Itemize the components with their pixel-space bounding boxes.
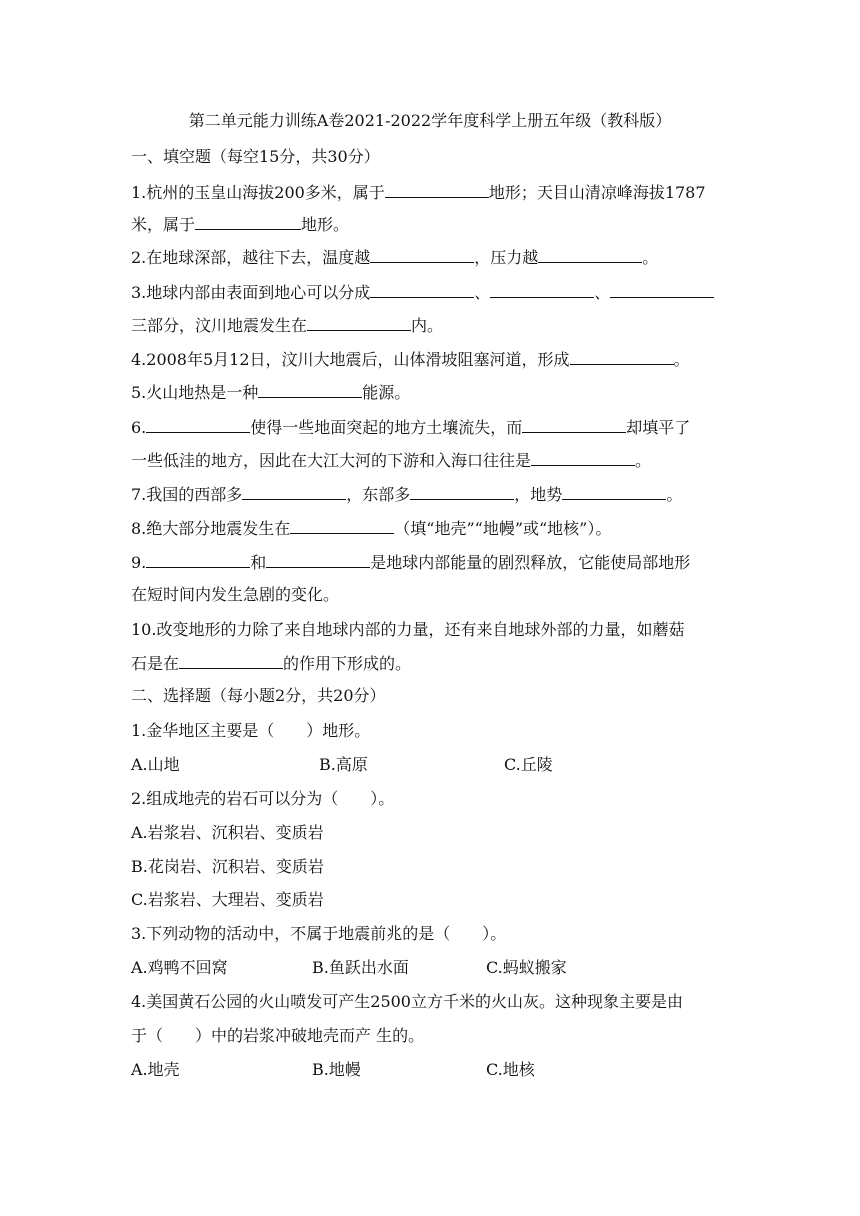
section-fill-in-heading: 一、填空题（每空15分，共30分）	[131, 147, 380, 166]
answer-blank[interactable]	[307, 315, 411, 331]
answer-blank[interactable]	[531, 450, 635, 466]
answer-blank[interactable]	[490, 282, 594, 298]
answer-blank[interactable]	[385, 182, 489, 198]
question-5	[131, 382, 731, 403]
question-10-line-2	[131, 653, 731, 674]
q2-text-c: 。	[642, 248, 659, 267]
question-1-line-1	[131, 182, 731, 203]
answer-blank[interactable]	[179, 653, 283, 669]
question-1-line-2	[131, 214, 731, 235]
choice-3-option-a[interactable]: A.鸡鸭不回窝	[131, 958, 228, 977]
answer-blank[interactable]	[370, 247, 474, 263]
q7-text-a: 7.我国的西部多	[131, 485, 243, 504]
document-title: 第二单元能力训练A卷2021-2022学年度科学上册五年级（教科版）	[188, 111, 672, 130]
answer-blank[interactable]	[146, 552, 250, 568]
choice-3-option-c[interactable]: C.蚂蚁搬家	[486, 958, 567, 977]
q10-text-c: 的作用下形成的。	[283, 654, 412, 673]
q9-text-b: 和	[250, 553, 267, 572]
answer-blank[interactable]	[562, 484, 666, 500]
q3-text-c: 、	[594, 283, 611, 302]
question-7	[131, 484, 731, 505]
answer-blank[interactable]	[522, 417, 626, 433]
question-3-line-1	[131, 282, 731, 303]
answer-blank[interactable]	[538, 247, 642, 263]
choice-2-stem: 2.组成地壳的岩石可以分为（ ）。	[131, 789, 395, 808]
choice-1-stem: 1.金华地区主要是（ ）地形。	[131, 721, 371, 740]
question-6-line-2	[131, 450, 731, 471]
answer-blank[interactable]	[195, 214, 301, 230]
q3-text-b: 、	[474, 283, 491, 302]
question-2	[131, 247, 731, 268]
answer-blank[interactable]	[146, 417, 250, 433]
q5-text-a: 5.火山地热是一种	[131, 383, 259, 402]
question-9-line-2: 在短时间内发生急剧的变化。	[131, 585, 340, 604]
q1-text-c: 米，属于	[131, 215, 196, 234]
q4-text-a: 4.2008年5月12日，汶川大地震后，山体滑坡阻塞河道，形成	[131, 350, 570, 369]
answer-blank[interactable]	[242, 484, 346, 500]
choice-3-stem: 3.下列动物的活动中，不属于地震前兆的是（ ）。	[131, 924, 507, 943]
q6-text-e: 。	[635, 451, 652, 470]
q7-text-d: 。	[666, 485, 683, 504]
question-4	[131, 349, 731, 370]
q7-text-b: ，东部多	[346, 485, 411, 504]
answer-blank[interactable]	[266, 552, 370, 568]
answer-blank[interactable]	[258, 382, 362, 398]
q2-text-b: ，压力越	[474, 248, 539, 267]
choice-4-stem-line-2: 于（ ）中的岩浆冲破地壳而产 生的。	[131, 1026, 425, 1045]
choice-1-option-c[interactable]: C.丘陵	[504, 755, 553, 774]
choice-3-option-b[interactable]: B.鱼跃出水面	[312, 958, 409, 977]
answer-blank[interactable]	[290, 518, 394, 534]
q6-text-d: 一些低洼的地方，因此在大江大河的下游和入海口往往是	[131, 451, 532, 470]
choice-4-option-b[interactable]: B.地幔	[312, 1060, 361, 1079]
section-choice-heading: 二、选择题（每小题2分，共20分）	[131, 686, 386, 705]
question-6-line-1	[131, 417, 731, 438]
choice-4-option-a[interactable]: A.地壳	[131, 1060, 180, 1079]
choice-2-option-a[interactable]: A.岩浆岩、沉积岩、变质岩	[131, 823, 324, 842]
choice-1-option-a[interactable]: A.山地	[131, 755, 180, 774]
answer-blank[interactable]	[610, 282, 714, 298]
q4-text-b: 。	[673, 350, 690, 369]
answer-blank[interactable]	[410, 484, 514, 500]
q3-text-a: 3.地球内部由表面到地心可以分成	[131, 283, 371, 302]
q9-text-a: 9.	[131, 553, 147, 572]
choice-1-option-b[interactable]: B.高原	[319, 755, 368, 774]
q8-text-b: （填“地壳”“地幔”或“地核”）。	[394, 519, 612, 538]
q9-text-c: 是地球内部能量的剧烈释放，它能使局部地形	[370, 553, 691, 572]
choice-4-option-c[interactable]: C.地核	[486, 1060, 535, 1079]
q1-text-d: 地形。	[301, 215, 350, 234]
q3-text-e: 内。	[411, 316, 444, 335]
q6-text-b: 使得一些地面突起的地方土壤流失，而	[250, 418, 523, 437]
question-3-line-2	[131, 315, 731, 336]
q2-text-a: 2.在地球深部，越往下去，温度越	[131, 248, 371, 267]
question-8	[131, 518, 731, 539]
q6-text-c: 却填平了	[626, 418, 691, 437]
answer-blank[interactable]	[370, 282, 474, 298]
question-10-line-1: 10.改变地形的力除了来自地球内部的力量，还有来自地球外部的力量，如蘑菇	[131, 620, 685, 639]
q3-text-d: 三部分，汶川地震发生在	[131, 316, 308, 335]
q10-text-b: 石是在	[131, 654, 180, 673]
q7-text-c: ，地势	[514, 485, 563, 504]
q6-text-a: 6.	[131, 418, 147, 437]
answer-blank[interactable]	[570, 349, 674, 365]
q5-text-b: 能源。	[362, 383, 411, 402]
q1-text-a: 1.杭州的玉皇山海拔200多米，属于	[131, 183, 385, 202]
choice-4-stem-line-1: 4.美国黄石公园的火山喷发可产生2500立方千米的火山灰。这种现象主要是由	[131, 992, 683, 1011]
question-9-line-1	[131, 552, 731, 573]
q1-text-b: 地形；天目山清凉峰海拔1787	[488, 183, 706, 202]
q8-text-a: 8.绝大部分地震发生在	[131, 519, 291, 538]
choice-2-option-b[interactable]: B.花岗岩、沉积岩、变质岩	[131, 857, 324, 876]
choice-2-option-c[interactable]: C.岩浆岩、大理岩、变质岩	[131, 890, 324, 909]
